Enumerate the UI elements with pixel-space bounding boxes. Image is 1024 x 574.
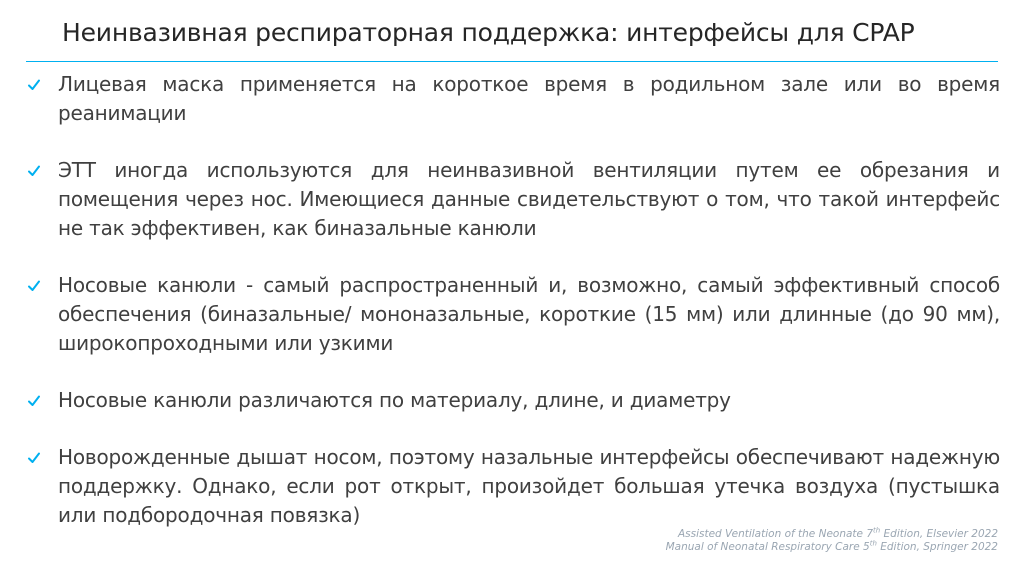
bullet-text: Носовые канюли различаются по материалу, длине, и диаметру (58, 388, 731, 412)
bullet-item (24, 70, 1000, 128)
title-divider (26, 61, 998, 62)
checkmark-icon (24, 443, 44, 472)
reference-line: Assisted Ventilation of the Neonate 7th Edition, Elsevier 2022 (677, 526, 998, 540)
checkmark-icon (24, 156, 44, 185)
reference-line: Manual of Neonatal Respiratory Care 5th Edition, Springer 2022 (665, 539, 998, 553)
bullet-item (24, 271, 1000, 358)
bullet-text: Носовые канюли - самый распространенный и, возможно, самый эффективный способ обеспечения (биназальные/ мононазальные, короткие (15 мм) или длинные (до 90 мм), широкопроходными или узкими (58, 273, 1000, 355)
bullet-item (24, 443, 1000, 530)
slide-title: Неинвазивная респираторная поддержка: интерфейсы для CPAP (62, 18, 915, 47)
bullet-item (24, 386, 1000, 415)
references (666, 528, 998, 554)
checkmark-icon (24, 70, 44, 99)
bullet-text: Новорожденные дышат носом, поэтому назальные интерфейсы обеспечивают надежную поддержку. Однако, если рот открыт, произойдет большая утечка воздуха (пустышка или подбородочная повязка) (58, 445, 1000, 527)
bullet-text: ЭТТ иногда используются для неинвазивной вентиляции путем ее обрезания и помещения через нос. Имеющиеся данные свидетельствуют о том, что такой интерфейс не так эффективен, как биназальные канюли (58, 158, 1000, 240)
checkmark-icon (24, 271, 44, 300)
bullet-list (24, 70, 1000, 530)
checkmark-icon (24, 386, 44, 415)
bullet-text: Лицевая маска применяется на короткое время в родильном зале или во время реанимации (58, 72, 1000, 125)
bullet-item (24, 156, 1000, 243)
